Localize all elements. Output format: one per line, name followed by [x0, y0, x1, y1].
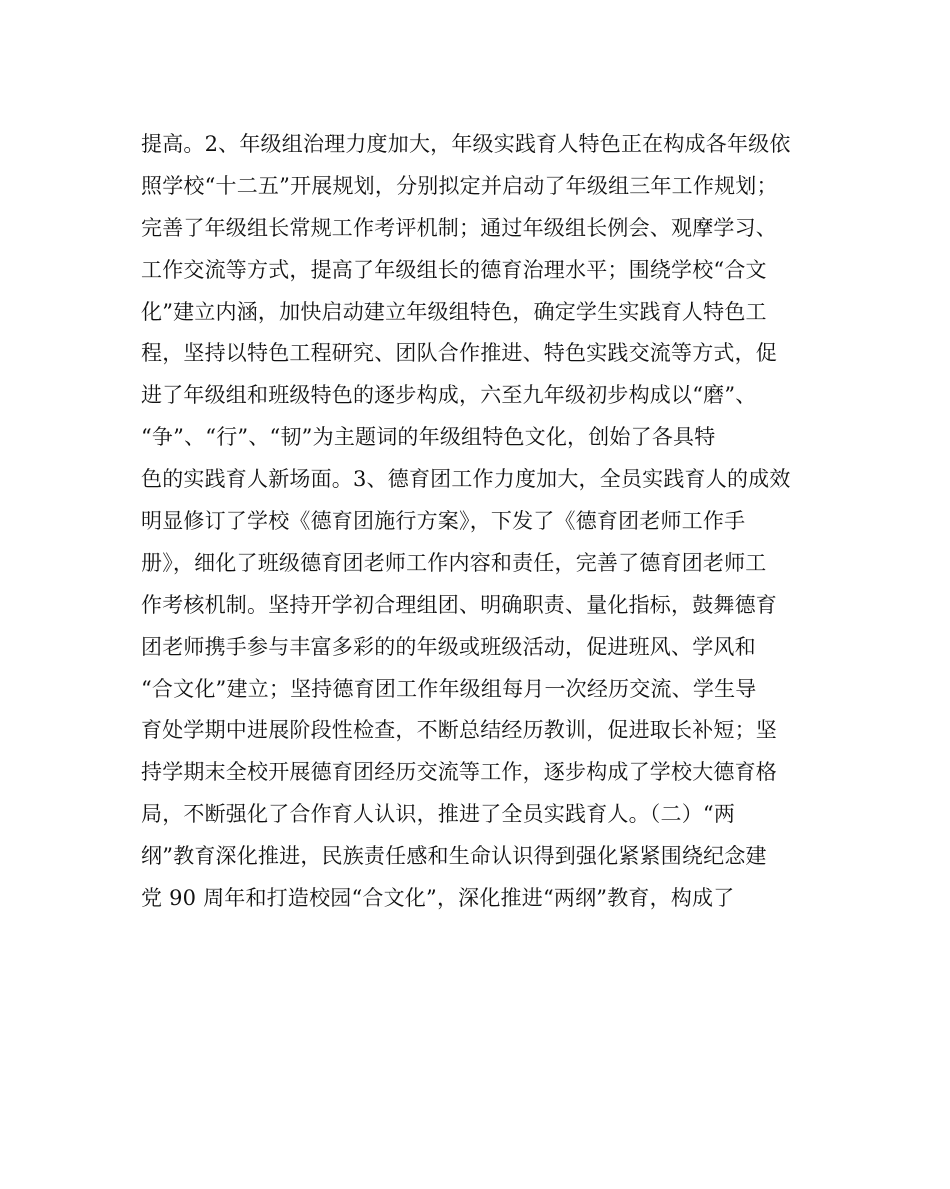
text-line: 党 90 周年和打造校园“合文化”，深化推进“两纲”教育，构成了 [141, 886, 735, 911]
text-line: 工作交流等方式，提高了年级组长的德育治理水平；围绕学校“合文 [141, 257, 767, 282]
text-line: 作考核机制。坚持开学初合理组团、明确职责、量化指标，鼓舞德育 [141, 592, 777, 617]
text-line: 照学校“十二五”开展规划，分别拟定并启动了年级组三年工作规划； [141, 173, 778, 198]
text-line: 完善了年级组长常规工作考评机制；通过年级组长例会、观摩学习、 [141, 215, 777, 240]
text-line: 色的实践育人新场面。3、德育团工作力度加大，全员实践育人的成效 [141, 467, 791, 492]
text-line: 程，坚持以特色工程研究、团队合作推进、特色实践交流等方式，促 [141, 341, 777, 366]
text-line: “合文化”建立；坚持德育团工作年级组每月一次经历交流、学生导 [141, 676, 757, 701]
text-line: 局，不断强化了合作育人认识，推进了全员实践育人。（二）“两 [141, 802, 736, 827]
text-line: “争”、“行”、“韧”为主题词的年级组特色文化，创始了各具特 [141, 425, 716, 450]
text-line: 持学期末全校开展德育团经历交流等工作，逐步构成了学校大德育格 [141, 760, 777, 785]
text-line: 育处学期中进展阶段性检查，不断总结经历教训，促进取长补短；坚 [141, 718, 777, 743]
text-line: 册》，细化了班级德育团老师工作内容和责任，完善了德育团老师工 [141, 550, 767, 575]
text-line: 明显修订了学校《德育团施行方案》，下发了《德育团老师工作手 [141, 509, 746, 534]
text-line: 进了年级组和班级特色的逐步构成，六至九年级初步构成以“磨”、 [141, 383, 757, 408]
text-line: 团老师携手参与丰富多彩的的年级或班级活动，促进班风、学风和 [141, 634, 756, 659]
text-line: 纲”教育深化推进，民族责任感和生命认识得到强化紧紧围绕纪念建 [141, 844, 767, 869]
text-line: 化”建立内涵，加快启动建立年级组特色，确定学生实践育人特色工 [141, 299, 767, 324]
body-text [141, 124, 821, 920]
text-line: 提高。2、年级组治理力度加大，年级实践育人特色正在构成各年级依 [141, 132, 791, 156]
